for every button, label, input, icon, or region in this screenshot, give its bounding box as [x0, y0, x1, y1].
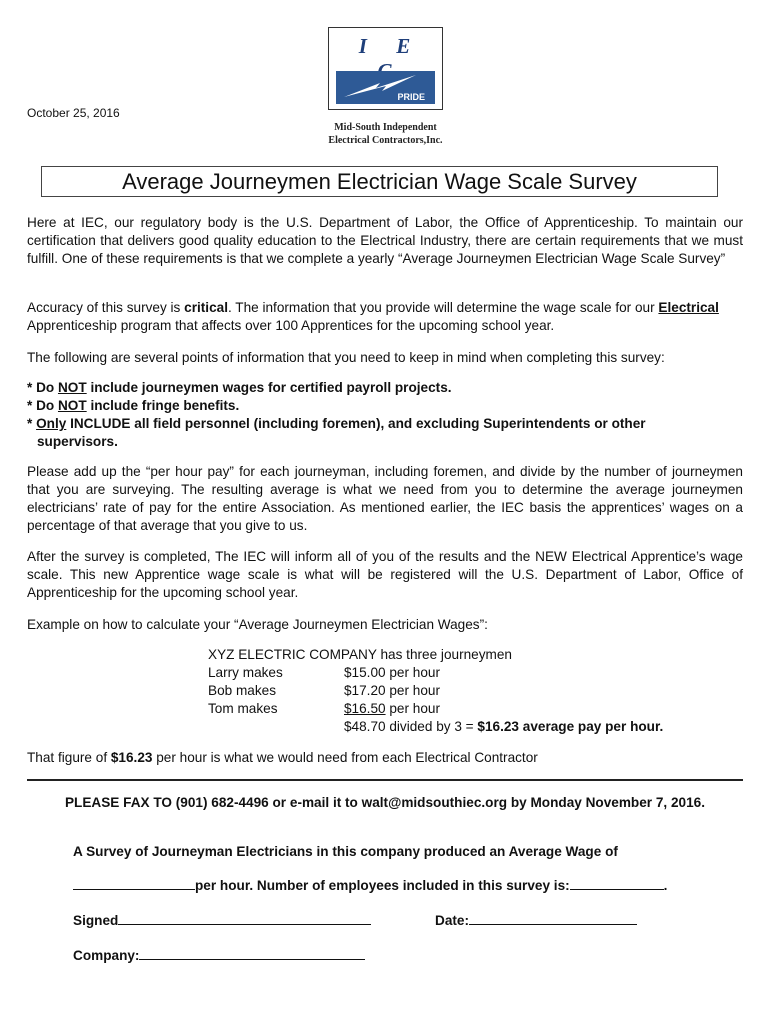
figure-sentence	[27, 749, 743, 767]
org-line-1: Mid-South Independent	[334, 122, 437, 133]
example-total-text: $48.70 divided by 3 =	[344, 719, 478, 734]
date-field[interactable]	[469, 911, 637, 925]
accuracy-text-1: Accuracy of this survey is	[27, 300, 185, 315]
example-total-result: $16.23 average pay per hour.	[477, 719, 664, 734]
bullet-2-text: include fringe benefits.	[86, 398, 240, 413]
signed-label: Signed	[73, 913, 119, 928]
iec-logo	[328, 27, 443, 110]
divider	[27, 779, 743, 781]
example-block	[208, 646, 663, 736]
signature-field[interactable]	[118, 911, 371, 925]
example-intro: Example on how to calculate your “Average Journeymen Electrician Wages”:	[27, 617, 488, 632]
period: .	[663, 878, 668, 893]
intro-paragraph: Here at IEC, our regulatory body is the U.S. Department of Labor, the Office of Apprenticeship. To maintain our certification that delivers good quality education to the Electrical Industry, there are certain requirements that we must fulfill. One of these requirements is that we complete a yearly “Average Journeymen Electrician Wage Scale Survey”	[27, 215, 743, 266]
company-label: Company:	[73, 948, 140, 963]
date-label: Date:	[435, 913, 469, 928]
example-name: Tom makes	[208, 701, 278, 716]
bullet-3-prefix: *	[27, 416, 37, 431]
logo-tagline: PRIDE	[397, 92, 425, 102]
bullet-2-prefix: * Do	[27, 398, 58, 413]
accuracy-paragraph	[27, 299, 743, 335]
after-survey-paragraph: After the survey is completed, The IEC will inform all of you of the results and the NEW Electrical Apprentice’s wage scale. This new Apprentice wage scale is what will be registered will the U.S. Department of Labor, Office of Apprenticeship for the upcoming school year.	[27, 549, 743, 600]
signed-row	[73, 911, 371, 930]
example-unit: per hour	[385, 701, 440, 716]
example-unit: per hour	[385, 665, 440, 680]
example-row	[208, 700, 663, 718]
document-title: Average Journeymen Electrician Wage Scale Survey	[41, 166, 718, 197]
bullet-1-not: NOT	[57, 380, 87, 395]
accuracy-text-3: Apprenticeship program that affects over 100 Apprentices for the upcoming school year.	[27, 318, 555, 333]
points-intro: The following are several points of information that you need to keep in mind when completing this survey:	[27, 350, 665, 365]
company-field[interactable]	[139, 946, 365, 960]
example-amount: $17.20	[344, 683, 386, 698]
figure-text-1: That figure of	[27, 750, 111, 765]
example-total	[208, 718, 663, 736]
electrical-emphasis: Electrical	[658, 300, 719, 315]
example-amount: $16.50	[344, 701, 386, 716]
bullet-2-not: NOT	[57, 398, 87, 413]
fax-instructions: PLEASE FAX TO (901) 682-4496 or e-mail it to walt@midsouthiec.org by Monday November 7, 2016.	[64, 795, 705, 810]
logo-letters: I E	[358, 34, 423, 58]
example-unit: per hour	[385, 683, 440, 698]
example-row	[208, 664, 663, 682]
bullet-3-only: Only	[36, 416, 67, 431]
company-row	[73, 946, 365, 965]
figure-amount: $16.23	[110, 750, 153, 765]
wage-line	[73, 876, 667, 895]
bullet-1	[27, 379, 743, 397]
bullet-1-prefix: * Do	[27, 380, 58, 395]
critical-emphasis: critical	[184, 300, 228, 315]
date-row	[435, 911, 637, 930]
example-row	[208, 682, 663, 700]
survey-result-line: A Survey of Journeyman Electricians in this company produced an Average Wage of	[73, 844, 618, 859]
letter-date: October 25, 2016	[27, 106, 120, 120]
figure-text-2: per hour is what we would need from each Electrical Contractor	[152, 750, 538, 765]
logo-lightning-band	[336, 71, 435, 104]
org-line-2: Electrical Contractors,Inc.	[328, 135, 443, 146]
example-name: Bob makes	[208, 683, 277, 698]
example-amount: $15.00	[344, 665, 386, 680]
bullet-3-continued: supervisors.	[37, 434, 118, 449]
bullet-3-text: INCLUDE all field personnel (including foremen), and excluding Superintendents or other	[66, 416, 646, 431]
bullet-2	[27, 397, 743, 415]
per-hour-label: per hour. Number of employees included in this survey is:	[195, 878, 570, 893]
bullet-1-text: include journeymen wages for certified payroll projects.	[86, 380, 452, 395]
example-company: XYZ ELECTRIC COMPANY has three journeymen	[208, 647, 512, 662]
bullet-list	[27, 379, 743, 451]
organization-name	[325, 121, 446, 147]
accuracy-text-2: . The information that you provide will determine the wage scale for our	[227, 300, 659, 315]
employee-count-field[interactable]	[570, 876, 664, 890]
bullet-3	[27, 415, 743, 433]
add-up-paragraph: Please add up the “per hour pay” for each journeyman, including foremen, and divide by the number of journeymen that you are surveying. The resulting average is what we need from you to determine the average journeymen electricians’ rate of pay for the entire Association. As mentioned earlier, the IEC basis the apprentices’ wages on a percentage of that average that you give to us.	[27, 464, 743, 533]
example-name: Larry makes	[208, 665, 283, 680]
average-wage-field[interactable]	[73, 876, 195, 890]
